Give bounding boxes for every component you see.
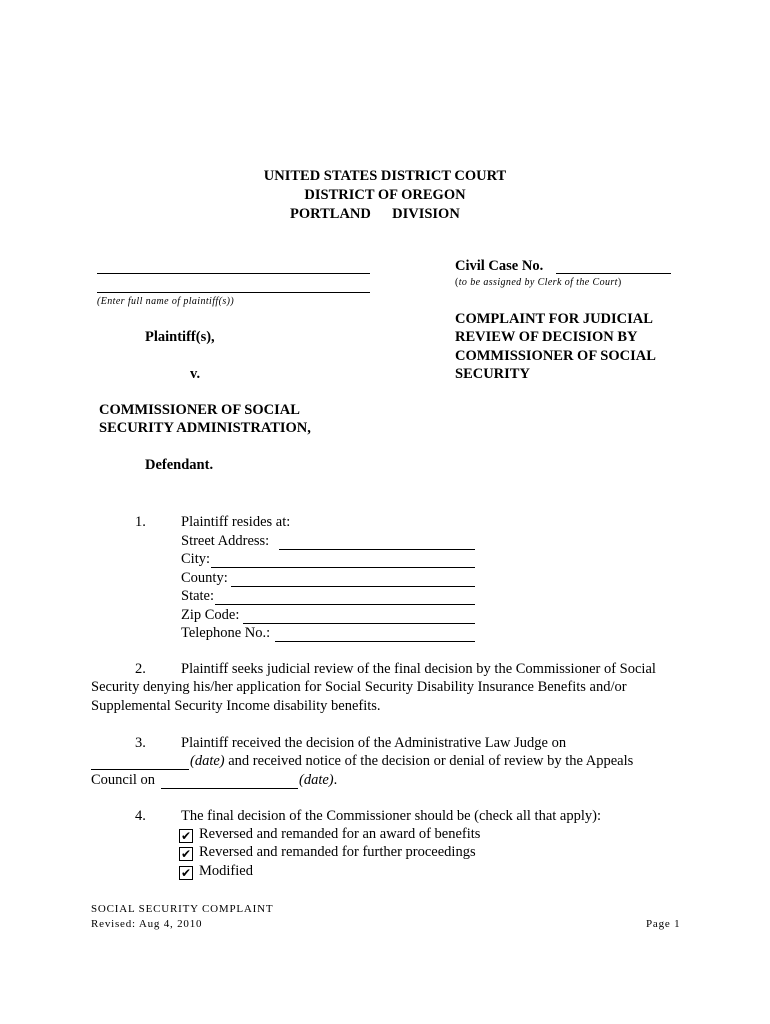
award-of-benefits-label: Reversed and remanded for an award of benefits	[199, 826, 481, 842]
state-row	[181, 588, 214, 605]
hint-close-paren: )	[617, 277, 622, 288]
hint-open-paren: (	[455, 277, 459, 288]
state-label: State:	[181, 588, 215, 604]
division-label: DIVISION	[392, 206, 460, 222]
para2-number: 2.	[135, 661, 146, 677]
state-field[interactable]	[215, 604, 475, 605]
street-address-field[interactable]	[279, 549, 475, 550]
para3-line-3-start: Council on	[91, 772, 156, 788]
street-address-row	[181, 533, 269, 550]
option-further-proceedings[interactable]	[179, 844, 476, 861]
para4-intro: The final decision of the Commissioner should be (check all that apply):	[181, 808, 601, 824]
para4-number: 4.	[135, 808, 146, 824]
complaint-title-line-2: REVIEW OF DECISION BY	[455, 329, 638, 345]
option-modified[interactable]	[179, 863, 253, 880]
defendant-label: Defendant.	[145, 457, 214, 473]
footer-form-name: SOCIAL SECURITY COMPLAINT	[91, 903, 274, 915]
complaint-title-line-3: COMMISSIONER OF SOCIAL	[455, 348, 656, 364]
plaintiff-name-hint: (Enter full name of plaintiff(s))	[97, 296, 235, 307]
para3-line-1: Plaintiff received the decision of the Administrative Law Judge on	[181, 735, 567, 751]
appeals-council-date-field[interactable]	[161, 788, 298, 789]
plaintiff-label: Plaintiff(s),	[145, 329, 215, 345]
case-number-hint	[455, 277, 622, 288]
case-number-field[interactable]	[556, 273, 671, 274]
date-hint-2: (date)	[299, 772, 334, 788]
award-of-benefits-checkbox[interactable]: ✔	[180, 829, 192, 843]
plaintiff-name-line-2[interactable]	[97, 292, 370, 293]
plaintiff-name-line-1[interactable]	[97, 273, 370, 274]
date-hint-1: (date)	[190, 753, 225, 769]
telephone-label: Telephone No.:	[181, 625, 271, 641]
case-number-label: Civil Case No.	[455, 258, 544, 274]
para2-line-1: Plaintiff seeks judicial review of the final decision by the Commissioner of Social	[181, 661, 656, 677]
defendant-name-line-2: SECURITY ADMINISTRATION,	[99, 420, 311, 436]
city-label: City:	[181, 551, 211, 567]
para2-line-3: Supplemental Security Income disability benefits.	[91, 698, 381, 714]
defendant-name-line-1: COMMISSIONER OF SOCIAL	[99, 402, 300, 418]
court-division	[290, 206, 460, 223]
para3-line-2-rest: and received notice of the decision or denial of review by the Appeals	[224, 753, 634, 769]
versus-label: v.	[190, 366, 201, 382]
street-address-label: Street Address:	[181, 533, 270, 549]
complaint-title-line-1: COMPLAINT FOR JUDICIAL	[455, 311, 653, 327]
zip-code-row	[181, 607, 239, 624]
county-label: County:	[181, 570, 228, 586]
para3-period: .	[333, 772, 338, 788]
modified-checkbox[interactable]: ✔	[180, 866, 192, 880]
city-row	[181, 551, 210, 568]
telephone-field[interactable]	[275, 641, 475, 642]
para1-intro: Plaintiff resides at:	[181, 514, 291, 530]
para1-number: 1.	[135, 514, 146, 530]
further-proceedings-label: Reversed and remanded for further proceedings	[199, 844, 476, 860]
option-award-of-benefits[interactable]	[179, 826, 480, 843]
para3-line-3-end	[299, 772, 337, 789]
zip-code-label: Zip Code:	[181, 607, 240, 623]
county-field[interactable]	[231, 586, 475, 587]
para2-line-2: Security denying his/her application for Social Security Disability Insurance Benefits and/or	[91, 679, 627, 695]
division-city: PORTLAND	[290, 206, 371, 222]
complaint-title-line-4: SECURITY	[455, 366, 530, 382]
city-field[interactable]	[211, 567, 475, 568]
footer-page-number: Page 1	[646, 918, 681, 930]
telephone-row	[181, 625, 270, 642]
modified-label: Modified	[199, 863, 253, 879]
case-number-hint-text: to be assigned by Clerk of the Court	[458, 277, 618, 288]
zip-code-field[interactable]	[243, 623, 475, 624]
para3-number: 3.	[135, 735, 146, 751]
para3-line-2	[190, 753, 633, 770]
court-district: DISTRICT OF OREGON	[304, 187, 466, 203]
court-name: UNITED STATES DISTRICT COURT	[263, 168, 507, 184]
alj-decision-date-field[interactable]	[91, 769, 189, 770]
county-row	[181, 570, 228, 587]
further-proceedings-checkbox[interactable]: ✔	[180, 847, 192, 861]
footer-revised-date: Revised: Aug 4, 2010	[91, 918, 203, 930]
